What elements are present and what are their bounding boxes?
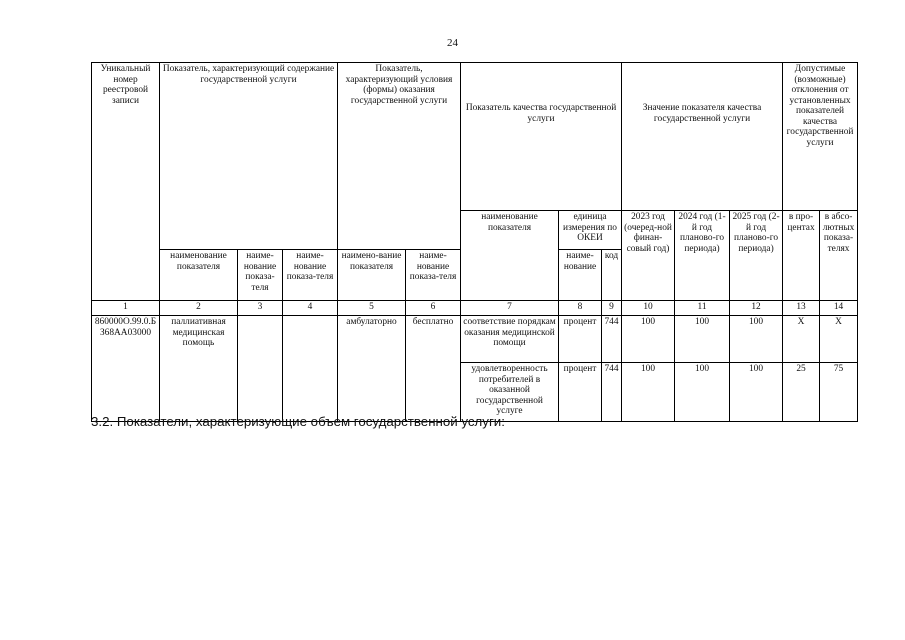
header-allowed-deviation: Допустимые (возможные) отклонения от установленных показателей качества государственной услуги [783, 63, 858, 211]
registry-number: 860000О.99.0.БЗ68АА03000 [92, 316, 160, 422]
header-indicator-name: наименование показателя [461, 211, 559, 301]
column-number: 11 [675, 301, 730, 316]
value-2024: 100 [675, 316, 730, 363]
header-year-2024: 2024 год (1-й год планово-го периода) [675, 211, 730, 301]
value-2023: 100 [622, 363, 675, 422]
table-row [92, 316, 858, 363]
column-numbers-row [92, 301, 858, 316]
header-conditions-col6: наиме-нование показа-теля [406, 250, 461, 301]
content-empty-col4 [283, 316, 338, 422]
column-number: 2 [160, 301, 238, 316]
header-content-col3: наиме-нование показа-теля [238, 250, 283, 301]
column-number: 4 [283, 301, 338, 316]
header-conditions-indicator: Показатель, характеризующий условия (формы) оказания государственной услуги [338, 63, 461, 250]
header-year-2023: 2023 год (очеред-ной финан-совый год) [622, 211, 675, 301]
column-number: 12 [730, 301, 783, 316]
column-number: 6 [406, 301, 461, 316]
indicator-name: соответствие порядкам оказания медицинской помощи [461, 316, 559, 363]
column-number: 7 [461, 301, 559, 316]
header-quality-indicator: Показатель качества государственной услуги [461, 63, 622, 211]
deviation-absolute: 75 [820, 363, 858, 422]
value-2025: 100 [730, 363, 783, 422]
column-number: 13 [783, 301, 820, 316]
unit-name: процент [559, 363, 602, 422]
header-in-percent: в про-центах [783, 211, 820, 301]
condition-form: амбулаторно [338, 316, 406, 422]
value-2025: 100 [730, 316, 783, 363]
column-number: 14 [820, 301, 858, 316]
section-heading: 3.2. Показатели, характеризующие объем государственной услуги: [91, 414, 505, 429]
header-unit-code: код [602, 250, 622, 301]
page-number: 24 [447, 37, 458, 49]
header-content-indicator: Показатель, характеризующий содержание государственной услуги [160, 63, 338, 250]
deviation-percent: Х [783, 316, 820, 363]
header-quality-value: Значение показателя качества государственной услуги [622, 63, 783, 211]
content-empty-col3 [238, 316, 283, 422]
column-number: 1 [92, 301, 160, 316]
header-unit-okei: единица измерения по ОКЕИ [559, 211, 622, 250]
header-conditions-col5: наимено-вание показателя [338, 250, 406, 301]
header-in-absolute: в абсо-лютных показа-телях [820, 211, 858, 301]
column-number: 5 [338, 301, 406, 316]
deviation-percent: 25 [783, 363, 820, 422]
value-2023: 100 [622, 316, 675, 363]
column-number: 3 [238, 301, 283, 316]
content-name: паллиативная медицинская помощь [160, 316, 238, 422]
column-number: 9 [602, 301, 622, 316]
indicator-name: удовлетворенность потребителей в оказанной государственной услуге [461, 363, 559, 422]
header-content-col2: наименование показателя [160, 250, 238, 301]
unit-name: процент [559, 316, 602, 363]
header-unit-name: наиме-нование [559, 250, 602, 301]
header-year-2025: 2025 год (2-й год планово-го периода) [730, 211, 783, 301]
unit-code: 744 [602, 363, 622, 422]
deviation-absolute: Х [820, 316, 858, 363]
column-number: 8 [559, 301, 602, 316]
condition-payment: бесплатно [406, 316, 461, 422]
unit-code: 744 [602, 316, 622, 363]
value-2024: 100 [675, 363, 730, 422]
header-content-col4: наиме-нование показа-теля [283, 250, 338, 301]
header-unique-number: Уникальный номер реестровой записи [92, 63, 160, 301]
column-number: 10 [622, 301, 675, 316]
quality-indicators-table [91, 62, 858, 422]
